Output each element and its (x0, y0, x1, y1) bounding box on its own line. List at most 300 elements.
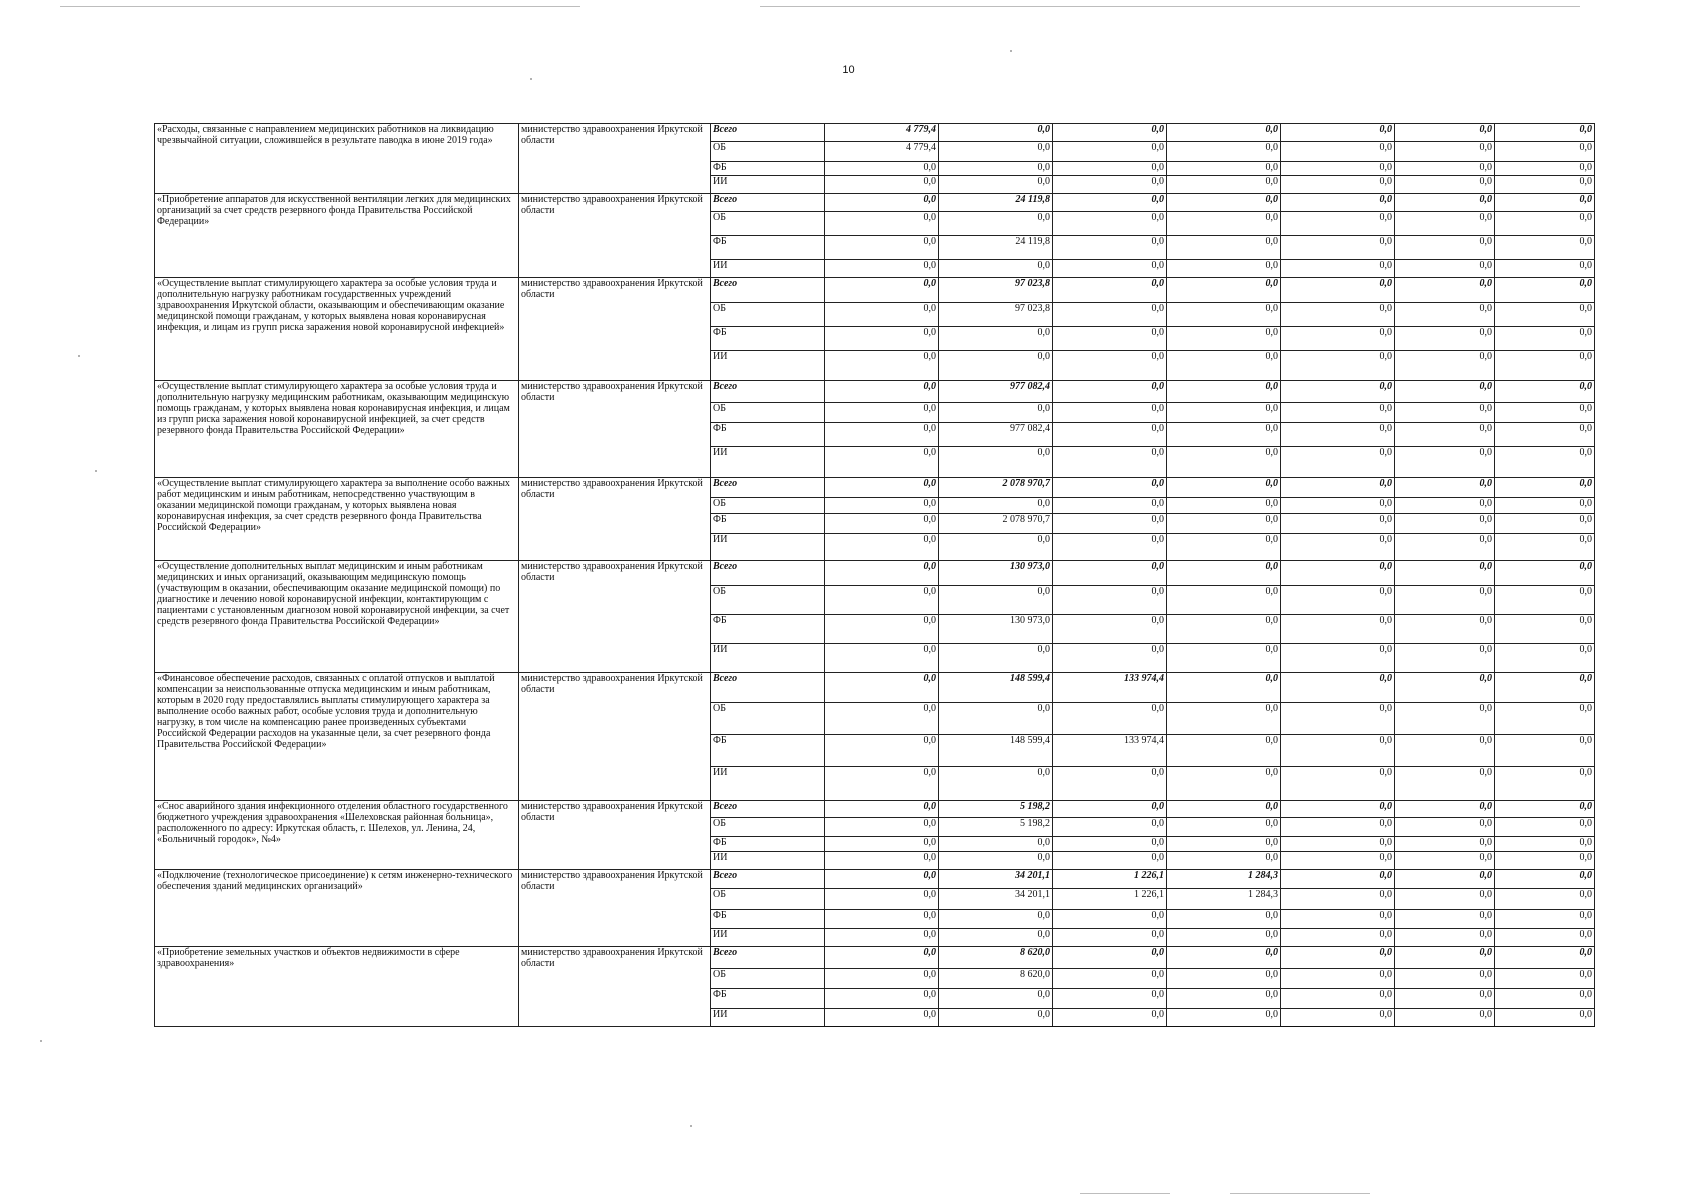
year-amount-cell: 1 226,1 (1053, 870, 1167, 889)
year-amount-cell: 0,0 (1495, 351, 1595, 381)
year-amount-cell: 0,0 (1167, 586, 1281, 615)
year-amount-cell: 0,0 (1167, 236, 1281, 260)
year-amount-cell: 0,0 (1495, 703, 1595, 735)
year-amount-cell: 0,0 (1495, 423, 1595, 447)
responsible-executor: министерство здравоохранения Иркутской области (519, 124, 711, 194)
year-amount-cell: 0,0 (1167, 212, 1281, 236)
year-amount-cell: 0,0 (825, 852, 939, 870)
year-amount-cell: 0,0 (1281, 423, 1395, 447)
year-amount-cell: 0,0 (1395, 142, 1495, 162)
year-amount-cell: 0,0 (939, 1009, 1053, 1027)
year-amount-cell: 130 973,0 (939, 561, 1053, 586)
year-amount-cell: 0,0 (1281, 615, 1395, 644)
year-amount-cell: 0,0 (1395, 1009, 1495, 1027)
year-amount-cell: 0,0 (1053, 498, 1167, 514)
year-amount-cell: 0,0 (1167, 534, 1281, 561)
year-amount-cell: 0,0 (1281, 929, 1395, 947)
year-amount-cell: 0,0 (825, 194, 939, 212)
year-amount-cell: 0,0 (1395, 735, 1495, 767)
year-amount-cell: 0,0 (1053, 162, 1167, 176)
table-row (155, 124, 1595, 142)
funding-source: ИИ (711, 929, 825, 947)
year-amount-cell: 0,0 (1281, 351, 1395, 381)
year-amount-cell: 0,0 (1395, 852, 1495, 870)
year-amount-cell: 0,0 (1167, 514, 1281, 534)
year-amount-cell: 0,0 (939, 534, 1053, 561)
year-amount-cell: 0,0 (1053, 561, 1167, 586)
year-amount-cell: 0,0 (1495, 644, 1595, 673)
year-amount-cell: 0,0 (1053, 947, 1167, 969)
year-amount-cell: 0,0 (825, 989, 939, 1009)
year-amount-cell: 130 973,0 (939, 615, 1053, 644)
year-amount-cell: 0,0 (1495, 561, 1595, 586)
funding-source: Всего (711, 124, 825, 142)
year-amount-cell: 0,0 (825, 447, 939, 478)
year-amount-cell: 0,0 (825, 278, 939, 303)
year-amount-cell: 24 119,8 (939, 236, 1053, 260)
year-amount-cell: 0,0 (1053, 351, 1167, 381)
measure-title: «Приобретение аппаратов для искусственной вентиляции легких для медицинских организаций за счет средств резервного фонда Правительства Российской Федерации» (155, 194, 519, 278)
year-amount-cell: 0,0 (1053, 423, 1167, 447)
year-amount-cell: 0,0 (1395, 478, 1495, 498)
year-amount-cell: 0,0 (939, 989, 1053, 1009)
year-amount-cell: 0,0 (1281, 381, 1395, 403)
year-amount-cell: 0,0 (1495, 1009, 1595, 1027)
funding-source: Всего (711, 478, 825, 498)
funding-source: ОБ (711, 303, 825, 327)
year-amount-cell: 0,0 (1167, 447, 1281, 478)
year-amount-cell: 148 599,4 (939, 735, 1053, 767)
funding-source: ОБ (711, 969, 825, 989)
year-amount-cell: 0,0 (1495, 381, 1595, 403)
measure-title: «Осуществление выплат стимулирующего характера за особые условия труда и дополнительную нагрузку работникам государственных учреждений здравоохранения Иркутской области, оказывающим и обеспечивающим оказание медицинской помощи гражданам, у которых выявлена новая коронавирусная инфекция, и лицам из групп риска заражения новой коронавирусной инфекцией» (155, 278, 519, 381)
year-amount-cell: 0,0 (1495, 989, 1595, 1009)
year-amount-cell: 0,0 (825, 381, 939, 403)
year-amount-cell: 0,0 (1495, 142, 1595, 162)
year-amount-cell: 0,0 (1281, 767, 1395, 801)
year-amount-cell: 0,0 (1495, 818, 1595, 837)
table-row (155, 478, 1595, 498)
scan-artifact-dot (530, 78, 532, 80)
year-amount-cell: 0,0 (1167, 947, 1281, 969)
year-amount-cell: 0,0 (825, 351, 939, 381)
measure-title: «Осуществление выплат стимулирующего характера за выполнение особо важных работ медицинским и иным работникам, непосредственно участвующим в оказании медицинской помощи гражданам, у которых выявлена новая коронавирусная инфекция, за счет средств резервного фонда Правительства Российской Федерации» (155, 478, 519, 561)
year-amount-cell: 0,0 (1167, 989, 1281, 1009)
funding-source: Всего (711, 947, 825, 969)
year-amount-cell: 0,0 (1495, 403, 1595, 423)
year-amount-cell: 0,0 (825, 478, 939, 498)
year-amount-cell: 97 023,8 (939, 278, 1053, 303)
year-amount-cell: 0,0 (1281, 889, 1395, 910)
year-amount-cell: 0,0 (825, 303, 939, 327)
year-amount-cell: 0,0 (1167, 673, 1281, 703)
year-amount-cell: 0,0 (1053, 703, 1167, 735)
year-amount-cell: 0,0 (1281, 212, 1395, 236)
year-amount-cell: 0,0 (1281, 818, 1395, 837)
year-amount-cell: 0,0 (1495, 278, 1595, 303)
funding-source: Всего (711, 870, 825, 889)
year-amount-cell: 0,0 (1395, 870, 1495, 889)
year-amount-cell: 0,0 (825, 176, 939, 194)
year-amount-cell: 0,0 (939, 644, 1053, 673)
year-amount-cell: 0,0 (1395, 498, 1495, 514)
year-amount-cell: 0,0 (1495, 447, 1595, 478)
year-amount-cell: 34 201,1 (939, 889, 1053, 910)
year-amount-cell: 0,0 (1281, 735, 1395, 767)
year-amount-cell: 0,0 (1053, 767, 1167, 801)
responsible-executor: министерство здравоохранения Иркутской области (519, 673, 711, 801)
funding-source: Всего (711, 278, 825, 303)
year-amount-cell: 0,0 (1395, 124, 1495, 142)
year-amount-cell: 0,0 (1167, 818, 1281, 837)
year-amount-cell: 0,0 (1053, 801, 1167, 818)
year-amount-cell: 0,0 (1395, 176, 1495, 194)
year-amount-cell: 5 198,2 (939, 801, 1053, 818)
year-amount-cell: 0,0 (1167, 929, 1281, 947)
funding-source: ОБ (711, 703, 825, 735)
year-amount-cell: 0,0 (1495, 929, 1595, 947)
year-amount-cell: 0,0 (1053, 910, 1167, 929)
year-amount-cell: 0,0 (1281, 176, 1395, 194)
year-amount-cell: 0,0 (1167, 644, 1281, 673)
year-amount-cell: 0,0 (825, 162, 939, 176)
year-amount-cell: 0,0 (825, 969, 939, 989)
year-amount-cell: 0,0 (1395, 586, 1495, 615)
year-amount-cell: 0,0 (939, 767, 1053, 801)
year-amount-cell: 0,0 (1495, 673, 1595, 703)
year-amount-cell: 0,0 (825, 703, 939, 735)
year-amount-cell: 97 023,8 (939, 303, 1053, 327)
scan-artifact-line (60, 6, 580, 7)
year-amount-cell: 0,0 (1395, 447, 1495, 478)
responsible-executor: министерство здравоохранения Иркутской области (519, 278, 711, 381)
table-row (155, 194, 1595, 212)
year-amount-cell: 0,0 (1395, 947, 1495, 969)
year-amount-cell: 0,0 (939, 498, 1053, 514)
year-amount-cell: 0,0 (825, 870, 939, 889)
year-amount-cell: 0,0 (1495, 176, 1595, 194)
year-amount-cell: 0,0 (1395, 889, 1495, 910)
year-amount-cell: 0,0 (1395, 162, 1495, 176)
measure-title: «Финансовое обеспечение расходов, связанных с оплатой отпусков и выплатой компенсации за неиспользованные отпуска медицинским и иным работникам, которым в 2020 году предоставлялись выплаты стимулирующего характера за выполнение особо важных работ, особые условия труда и дополнительную нагрузку, в том числе на компенсацию ранее произведенных субъектами Российской Федерации расходов на указанные цели, за счет резервного фонда Правительства Российской Федерации» (155, 673, 519, 801)
year-amount-cell: 0,0 (1495, 910, 1595, 929)
year-amount-cell: 0,0 (1053, 1009, 1167, 1027)
year-amount-cell: 133 974,4 (1053, 673, 1167, 703)
year-amount-cell: 0,0 (1167, 351, 1281, 381)
year-amount-cell: 0,0 (1053, 644, 1167, 673)
year-amount-cell: 0,0 (1167, 801, 1281, 818)
year-amount-cell: 0,0 (1495, 947, 1595, 969)
measure-title: «Осуществление выплат стимулирующего характера за особые условия труда и дополнительную нагрузку медицинским работникам, оказывающим медицинскую помощь гражданам, у которых выявлена новая коронавирусная инфекция, и лицам из групп риска заражения новой коронавирусной инфекцией, за счет средств резервного фонда Правительства Российской Федерации» (155, 381, 519, 478)
year-amount-cell: 1 284,3 (1167, 889, 1281, 910)
year-amount-cell: 0,0 (1281, 969, 1395, 989)
measure-title: «Осуществление дополнительных выплат медицинским и иным работникам медицинских и иных организаций, оказывающим медицинскую помощь (участвующим в оказании, обеспечивающим оказание медицинской помощи) по диагностике и лечению новой коронавирусной инфекции, контактирующим с пациентами с установленным диагнозом новой коронавирусной инфекции, за счет средств резервного фонда Правительства Российской Федерации» (155, 561, 519, 673)
year-amount-cell: 0,0 (1281, 327, 1395, 351)
year-amount-cell: 0,0 (825, 837, 939, 852)
year-amount-cell: 0,0 (1167, 327, 1281, 351)
year-amount-cell: 0,0 (1395, 703, 1495, 735)
funding-source: ОБ (711, 889, 825, 910)
year-amount-cell: 0,0 (1495, 767, 1595, 801)
year-amount-cell: 0,0 (1395, 278, 1495, 303)
year-amount-cell: 0,0 (1167, 910, 1281, 929)
year-amount-cell: 0,0 (825, 910, 939, 929)
year-amount-cell: 0,0 (825, 498, 939, 514)
funding-source: ИИ (711, 1009, 825, 1027)
year-amount-cell: 0,0 (1281, 142, 1395, 162)
year-amount-cell: 0,0 (1495, 969, 1595, 989)
year-amount-cell: 0,0 (1495, 735, 1595, 767)
year-amount-cell: 0,0 (1167, 561, 1281, 586)
funding-source: ФБ (711, 910, 825, 929)
funding-source: ОБ (711, 498, 825, 514)
year-amount-cell: 0,0 (1167, 767, 1281, 801)
year-amount-cell: 0,0 (825, 801, 939, 818)
scan-artifact-line (1080, 1193, 1170, 1194)
year-amount-cell: 0,0 (1281, 1009, 1395, 1027)
scan-artifact-dot (95, 470, 97, 472)
year-amount-cell: 0,0 (1395, 989, 1495, 1009)
year-amount-cell: 24 119,8 (939, 194, 1053, 212)
year-amount-cell: 0,0 (1281, 673, 1395, 703)
funding-source: ФБ (711, 735, 825, 767)
year-amount-cell: 0,0 (1053, 989, 1167, 1009)
funding-source: ФБ (711, 423, 825, 447)
year-amount-cell: 0,0 (939, 403, 1053, 423)
year-amount-cell: 0,0 (825, 673, 939, 703)
year-amount-cell: 0,0 (1167, 852, 1281, 870)
year-amount-cell: 0,0 (825, 586, 939, 615)
year-amount-cell: 0,0 (1395, 673, 1495, 703)
year-amount-cell: 0,0 (1281, 278, 1395, 303)
year-amount-cell: 0,0 (825, 1009, 939, 1027)
year-amount-cell: 0,0 (939, 176, 1053, 194)
responsible-executor: министерство здравоохранения Иркутской области (519, 870, 711, 947)
year-amount-cell: 0,0 (1053, 303, 1167, 327)
year-amount-cell: 0,0 (825, 236, 939, 260)
funding-source: Всего (711, 561, 825, 586)
funding-source: ФБ (711, 837, 825, 852)
year-amount-cell: 0,0 (1395, 929, 1495, 947)
year-amount-cell: 0,0 (1395, 818, 1495, 837)
year-amount-cell: 0,0 (1053, 514, 1167, 534)
year-amount-cell: 0,0 (1167, 837, 1281, 852)
responsible-executor: министерство здравоохранения Иркутской области (519, 381, 711, 478)
year-amount-cell: 0,0 (1281, 801, 1395, 818)
table-row (155, 947, 1595, 969)
funding-source: Всего (711, 194, 825, 212)
year-amount-cell: 133 974,4 (1053, 735, 1167, 767)
year-amount-cell: 0,0 (1395, 236, 1495, 260)
responsible-executor: министерство здравоохранения Иркутской области (519, 478, 711, 561)
year-amount-cell: 0,0 (825, 615, 939, 644)
year-amount-cell: 0,0 (1053, 478, 1167, 498)
year-amount-cell: 0,0 (1281, 870, 1395, 889)
year-amount-cell: 0,0 (1167, 124, 1281, 142)
funding-source: ИИ (711, 176, 825, 194)
funding-source: ИИ (711, 260, 825, 278)
year-amount-cell: 5 198,2 (939, 818, 1053, 837)
year-amount-cell: 0,0 (825, 534, 939, 561)
year-amount-cell: 0,0 (1395, 801, 1495, 818)
funding-source: ФБ (711, 327, 825, 351)
year-amount-cell: 0,0 (1053, 260, 1167, 278)
year-amount-cell: 0,0 (1167, 1009, 1281, 1027)
year-amount-cell: 0,0 (1053, 929, 1167, 947)
year-amount-cell: 0,0 (1167, 478, 1281, 498)
year-amount-cell: 0,0 (939, 351, 1053, 381)
year-amount-cell: 0,0 (1167, 735, 1281, 767)
funding-source: ФБ (711, 615, 825, 644)
year-amount-cell: 0,0 (939, 327, 1053, 351)
year-amount-cell: 0,0 (1281, 910, 1395, 929)
year-amount-cell: 2 078 970,7 (939, 478, 1053, 498)
year-amount-cell: 0,0 (1281, 162, 1395, 176)
funding-source: ИИ (711, 351, 825, 381)
responsible-executor: министерство здравоохранения Иркутской области (519, 801, 711, 870)
year-amount-cell: 0,0 (825, 514, 939, 534)
year-amount-cell: 0,0 (1281, 447, 1395, 478)
year-amount-cell: 2 078 970,7 (939, 514, 1053, 534)
year-amount-cell: 0,0 (1053, 403, 1167, 423)
year-amount-cell: 0,0 (1053, 381, 1167, 403)
year-amount-cell: 0,0 (1053, 327, 1167, 351)
year-amount-cell: 0,0 (1281, 534, 1395, 561)
funding-source: Всего (711, 801, 825, 818)
year-amount-cell: 0,0 (1395, 910, 1495, 929)
year-amount-cell: 0,0 (825, 889, 939, 910)
scan-artifact-line (1230, 1193, 1370, 1194)
year-amount-cell: 0,0 (1395, 327, 1495, 351)
year-amount-cell: 0,0 (1281, 703, 1395, 735)
year-amount-cell: 0,0 (1281, 498, 1395, 514)
year-amount-cell: 0,0 (1281, 124, 1395, 142)
year-amount-cell: 0,0 (1053, 969, 1167, 989)
year-amount-cell: 0,0 (1053, 586, 1167, 615)
year-amount-cell: 0,0 (1395, 212, 1495, 236)
measure-title: «Расходы, связанные с направлением медицинских работников на ликвидацию чрезвычайной ситуации, сложившейся в результате паводка в июне 2019 года» (155, 124, 519, 194)
year-amount-cell: 4 779,4 (825, 124, 939, 142)
year-amount-cell: 0,0 (1053, 852, 1167, 870)
year-amount-cell: 0,0 (1395, 303, 1495, 327)
table-row (155, 673, 1595, 703)
funding-source: ФБ (711, 514, 825, 534)
year-amount-cell: 0,0 (1167, 303, 1281, 327)
year-amount-cell: 0,0 (1281, 947, 1395, 969)
funding-source: ОБ (711, 142, 825, 162)
year-amount-cell: 4 779,4 (825, 142, 939, 162)
year-amount-cell: 0,0 (1495, 478, 1595, 498)
year-amount-cell: 0,0 (1395, 644, 1495, 673)
year-amount-cell: 0,0 (825, 260, 939, 278)
funding-source: ИИ (711, 447, 825, 478)
year-amount-cell: 0,0 (1053, 837, 1167, 852)
year-amount-cell: 0,0 (1395, 837, 1495, 852)
year-amount-cell: 0,0 (1281, 644, 1395, 673)
year-amount-cell: 0,0 (1167, 176, 1281, 194)
year-amount-cell: 0,0 (1495, 260, 1595, 278)
year-amount-cell: 0,0 (939, 212, 1053, 236)
year-amount-cell: 0,0 (1167, 278, 1281, 303)
year-amount-cell: 0,0 (939, 447, 1053, 478)
table-row (155, 801, 1595, 818)
year-amount-cell: 0,0 (1281, 194, 1395, 212)
funding-source: Всего (711, 381, 825, 403)
funding-source: ИИ (711, 852, 825, 870)
year-amount-cell: 0,0 (1053, 124, 1167, 142)
year-amount-cell: 0,0 (825, 423, 939, 447)
year-amount-cell: 0,0 (1395, 969, 1495, 989)
funding-source: ОБ (711, 586, 825, 615)
year-amount-cell: 0,0 (1495, 514, 1595, 534)
year-amount-cell: 0,0 (825, 767, 939, 801)
year-amount-cell: 0,0 (1395, 615, 1495, 644)
year-amount-cell: 0,0 (1167, 615, 1281, 644)
year-amount-cell: 0,0 (825, 212, 939, 236)
funding-source: ОБ (711, 403, 825, 423)
year-amount-cell: 0,0 (939, 910, 1053, 929)
year-amount-cell: 0,0 (1053, 278, 1167, 303)
year-amount-cell: 0,0 (939, 260, 1053, 278)
year-amount-cell: 0,0 (1053, 236, 1167, 260)
year-amount-cell: 0,0 (1053, 534, 1167, 561)
year-amount-cell: 0,0 (1167, 423, 1281, 447)
year-amount-cell: 0,0 (825, 561, 939, 586)
responsible-executor: министерство здравоохранения Иркутской области (519, 947, 711, 1027)
year-amount-cell: 0,0 (825, 947, 939, 969)
year-amount-cell: 0,0 (825, 403, 939, 423)
year-amount-cell: 0,0 (1053, 212, 1167, 236)
funding-source: ФБ (711, 162, 825, 176)
funding-source: ОБ (711, 818, 825, 837)
year-amount-cell: 0,0 (1053, 194, 1167, 212)
year-amount-cell: 0,0 (1281, 303, 1395, 327)
year-amount-cell: 0,0 (1395, 514, 1495, 534)
year-amount-cell: 148 599,4 (939, 673, 1053, 703)
page-number: 10 (842, 64, 855, 76)
funding-source: ОБ (711, 212, 825, 236)
year-amount-cell: 0,0 (1053, 176, 1167, 194)
funding-source: Всего (711, 673, 825, 703)
year-amount-cell: 1 226,1 (1053, 889, 1167, 910)
year-amount-cell: 0,0 (1281, 561, 1395, 586)
year-amount-cell: 0,0 (1495, 162, 1595, 176)
year-amount-cell: 0,0 (825, 644, 939, 673)
year-amount-cell: 0,0 (1495, 586, 1595, 615)
year-amount-cell: 0,0 (1167, 260, 1281, 278)
year-amount-cell: 0,0 (1281, 403, 1395, 423)
year-amount-cell: 0,0 (939, 703, 1053, 735)
year-amount-cell: 0,0 (1167, 703, 1281, 735)
year-amount-cell: 0,0 (1395, 381, 1495, 403)
year-amount-cell: 0,0 (825, 929, 939, 947)
scan-artifact-dot (1010, 50, 1012, 52)
funding-source: ИИ (711, 644, 825, 673)
year-amount-cell: 0,0 (1281, 586, 1395, 615)
year-amount-cell: 0,0 (1167, 381, 1281, 403)
year-amount-cell: 34 201,1 (939, 870, 1053, 889)
funding-source: ИИ (711, 767, 825, 801)
year-amount-cell: 0,0 (1395, 260, 1495, 278)
year-amount-cell: 0,0 (1281, 989, 1395, 1009)
year-amount-cell: 0,0 (1395, 403, 1495, 423)
year-amount-cell: 0,0 (1053, 615, 1167, 644)
year-amount-cell: 0,0 (1495, 534, 1595, 561)
year-amount-cell: 0,0 (1281, 837, 1395, 852)
budget-table (154, 123, 1595, 1027)
year-amount-cell: 0,0 (1395, 194, 1495, 212)
year-amount-cell: 0,0 (939, 852, 1053, 870)
